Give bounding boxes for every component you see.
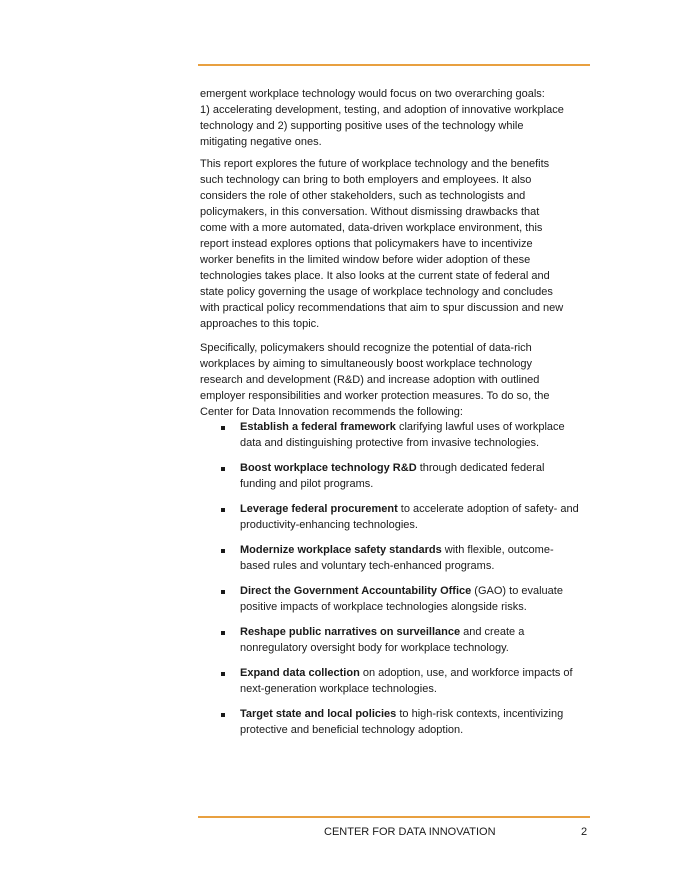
text-line: technologies takes place. It also looks at the current state of federal and <box>200 270 550 282</box>
recommendation-text-line2: based rules and voluntary tech-enhanced programs. <box>240 559 495 572</box>
text-line: technology and 2) supporting positive uses of the technology while <box>200 120 524 132</box>
recommendation-text-line2: funding and pilot programs. <box>240 477 374 490</box>
list-item <box>200 543 595 584</box>
list-item <box>200 666 595 707</box>
text-line: emergent workplace technology would focus on two overarching goals: <box>200 88 545 100</box>
text-line: Specifically, policymakers should recognize the potential of data-rich <box>200 342 532 354</box>
text-line: employer responsibilities and worker protection measures. To do so, the <box>200 390 550 402</box>
list-item <box>200 584 595 625</box>
bullet-icon <box>221 713 225 717</box>
bullet-icon <box>221 467 225 471</box>
text-line: such technology can bring to both employers and employees. It also <box>200 174 532 186</box>
bullet-icon <box>221 672 225 676</box>
text-line: worker benefits in the limited window before wider adoption of these <box>200 254 531 266</box>
text-line: mitigating negative ones. <box>200 136 322 148</box>
recommendation-text: with flexible, outcome- <box>441 544 554 556</box>
text-line: 1) accelerating development, testing, and adoption of innovative workplace <box>200 104 564 116</box>
list-item <box>200 625 595 666</box>
header-rule <box>198 64 590 66</box>
list-item <box>200 461 595 502</box>
page-number: 2 <box>581 826 588 838</box>
recommendation-text: to accelerate adoption of safety- and <box>397 503 579 515</box>
bullet-icon <box>221 549 225 553</box>
recommendation-text: (GAO) to evaluate <box>471 585 563 597</box>
text-line: considers the role of other stakeholders, such as technologists and <box>200 190 526 202</box>
text-line: come with a more automated, data-driven workplace environment, this <box>200 222 543 234</box>
recommendation-text: to high-risk contexts, incentivizing <box>396 708 564 720</box>
recommendation-text: on adoption, use, and workforce impacts of <box>359 667 573 679</box>
text-line: with practical policy recommendations that aim to spur discussion and new <box>200 302 564 314</box>
text-line: approaches to this topic. <box>200 318 320 330</box>
footer-org: CENTER FOR DATA INNOVATION <box>324 826 496 838</box>
recommendation-text-line2: next-generation workplace technologies. <box>240 682 437 695</box>
text-line: This report explores the future of workplace technology and the benefits <box>200 158 550 170</box>
paragraph <box>200 156 595 332</box>
text-line: policymakers, in this conversation. Without dismissing drawbacks that <box>200 206 540 218</box>
text-line: Center for Data Innovation recommends the following: <box>200 406 463 418</box>
list-item <box>200 420 595 461</box>
recommendation-text-line2: nonregulatory oversight body for workplace technology. <box>240 641 509 654</box>
text-line: state policy governing the usage of workplace technology and concludes <box>200 286 553 298</box>
bullet-icon <box>221 631 225 635</box>
paragraph <box>200 340 595 420</box>
recommendation-text-line2: data and distinguishing protective from invasive technologies. <box>240 436 540 449</box>
recommendation-text-line2: protective and beneficial technology adoption. <box>240 723 464 736</box>
text-line: workplaces by aiming to simultaneously boost workplace technology <box>200 358 533 370</box>
recommendation-text: through dedicated federal <box>416 462 545 474</box>
bullet-icon <box>221 426 225 430</box>
recommendation-text: clarifying lawful uses of workplace <box>395 421 565 433</box>
recommendation-title: Reshape public narratives on surveillance <box>240 626 461 638</box>
text-line: research and development (R&D) and increase adoption with outlined <box>200 374 540 386</box>
recommendations-list <box>200 420 595 748</box>
recommendation-title: Expand data collection <box>240 667 360 679</box>
list-item <box>200 502 595 543</box>
recommendation-text-line2: positive impacts of workplace technologies alongside risks. <box>240 600 527 613</box>
recommendation-title: Boost workplace technology R&D <box>240 462 417 474</box>
recommendation-title: Target state and local policies <box>240 708 397 720</box>
recommendation-text: and create a <box>460 626 525 638</box>
recommendation-title: Establish a federal framework <box>240 421 396 433</box>
recommendation-title: Modernize workplace safety standards <box>240 544 442 556</box>
recommendation-title: Leverage federal procurement <box>240 503 398 515</box>
recommendation-title: Direct the Government Accountability Office <box>240 585 472 597</box>
recommendation-text-line2: productivity-enhancing technologies. <box>240 518 418 531</box>
bullet-icon <box>221 508 225 512</box>
paragraph <box>200 86 595 150</box>
bullet-icon <box>221 590 225 594</box>
list-item <box>200 707 595 748</box>
text-line: report instead explores options that policymakers have to incentivize <box>200 238 533 250</box>
footer-rule <box>198 816 590 818</box>
